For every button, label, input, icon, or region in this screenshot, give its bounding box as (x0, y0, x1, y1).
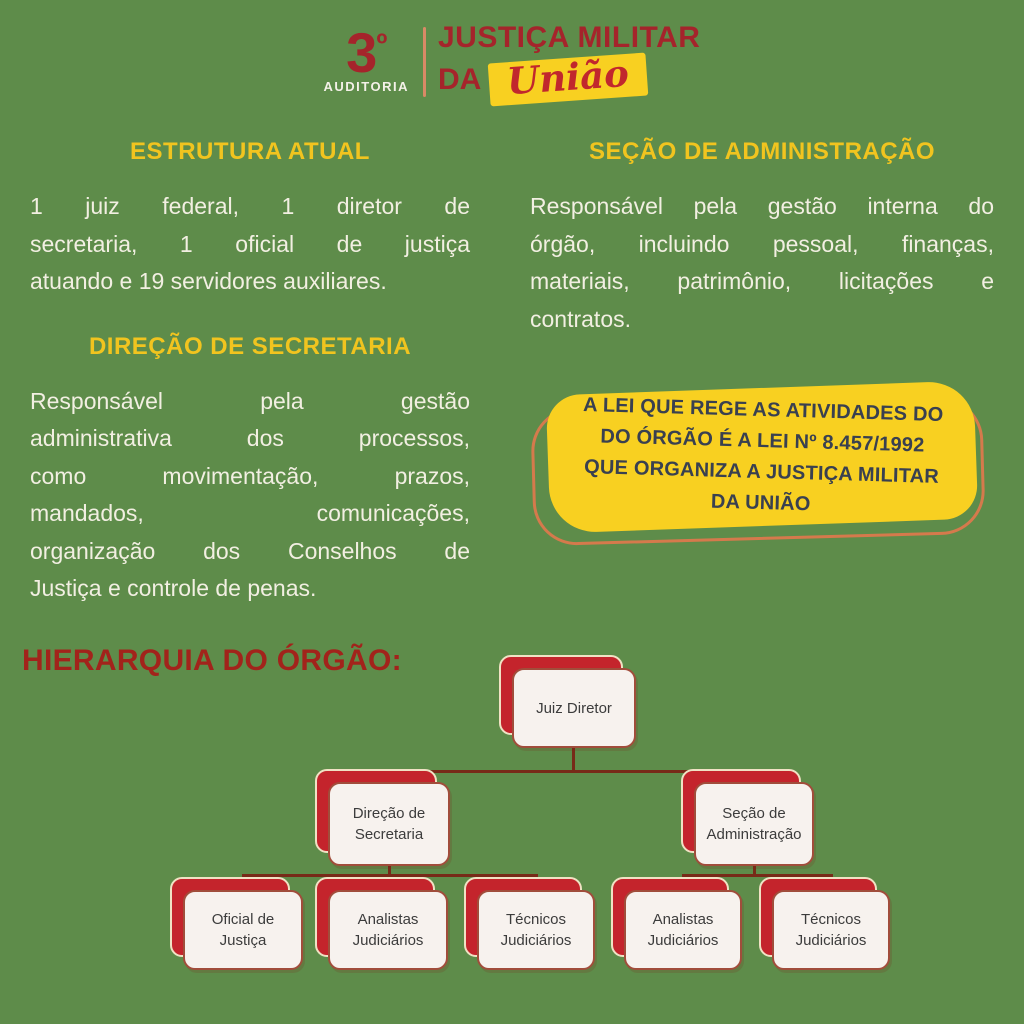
text-line: como movimentação, prazos, (30, 462, 470, 489)
org-node-analistas-judiciarios-right (624, 890, 742, 970)
text-line: Justiça e controle de penas. (30, 575, 317, 601)
text-line: contratos. (530, 305, 631, 332)
org-node-tecnicos-judiciarios-left (477, 890, 595, 970)
org-node-tecnicos-judiciarios-right (772, 890, 890, 970)
heading-secao-administracao: SEÇÃO DE ADMINISTRAÇÃO (588, 138, 936, 165)
node-label: Oficial de Justiça (183, 890, 303, 970)
text-line: 1 juiz federal, 1 diretor de (30, 193, 470, 219)
org-node-oficial-justica (183, 890, 303, 970)
ordinal-digit: 3 (346, 20, 377, 84)
text-line: DO ÓRGÃO É A LEI Nº 8.457/1992 (600, 425, 925, 457)
text-line: DA UNIÃO (710, 490, 811, 516)
text-line: organização dos Conselhos de (30, 537, 470, 564)
text-line: órgão, incluindo pessoal, finanças, (530, 230, 994, 257)
node-label: Técnicos Judiciários (477, 890, 595, 970)
title-line1: JUSTIÇA MILITAR (437, 21, 701, 54)
text-line: Responsável pela gestão interna do (530, 193, 994, 219)
ordinal-suffix: º (376, 27, 387, 61)
node-label: Direção de Secretaria (328, 782, 450, 866)
heading-estrutura-atual: ESTRUTURA ATUAL (130, 138, 370, 165)
node-label: Juiz Diretor (512, 668, 636, 748)
node-label: Analistas Judiciários (328, 890, 448, 970)
node-label: Técnicos Judiciários (772, 890, 890, 970)
title-uniao-script: União (505, 50, 631, 104)
title-da: DA (437, 62, 482, 96)
node-label: Seção de Administração (694, 782, 814, 866)
text-line: A LEI QUE REGE AS ATIVIDADES DO (582, 393, 944, 427)
connector-line (572, 746, 575, 772)
auditoria-label: AUDITORIA (323, 79, 409, 95)
node-label: Analistas Judiciários (624, 890, 742, 970)
text-line: QUE ORGANIZA A JUSTIÇA MILITAR (583, 456, 940, 488)
org-node-direcao-secretaria (328, 782, 450, 866)
org-node-secao-administracao (694, 782, 814, 866)
text-line: mandados, comunicações, (30, 500, 470, 526)
text-line: materiais, patrimônio, licitações e (530, 268, 994, 294)
org-node-analistas-judiciarios-left (328, 890, 448, 970)
text-line: Responsável pela gestão (30, 387, 470, 414)
text-line: atuando e 19 servidores auxiliares. (30, 268, 387, 294)
text-line: secretaria, 1 oficial de justiça (30, 230, 470, 257)
org-node-juiz-diretor (512, 668, 636, 748)
hierarchy-heading: HIERARQUIA DO ÓRGÃO: (22, 644, 402, 677)
text-line: administrativa dos processos, (30, 425, 470, 451)
heading-direcao-secretaria: DIREÇÃO DE SECRETARIA (88, 332, 412, 360)
